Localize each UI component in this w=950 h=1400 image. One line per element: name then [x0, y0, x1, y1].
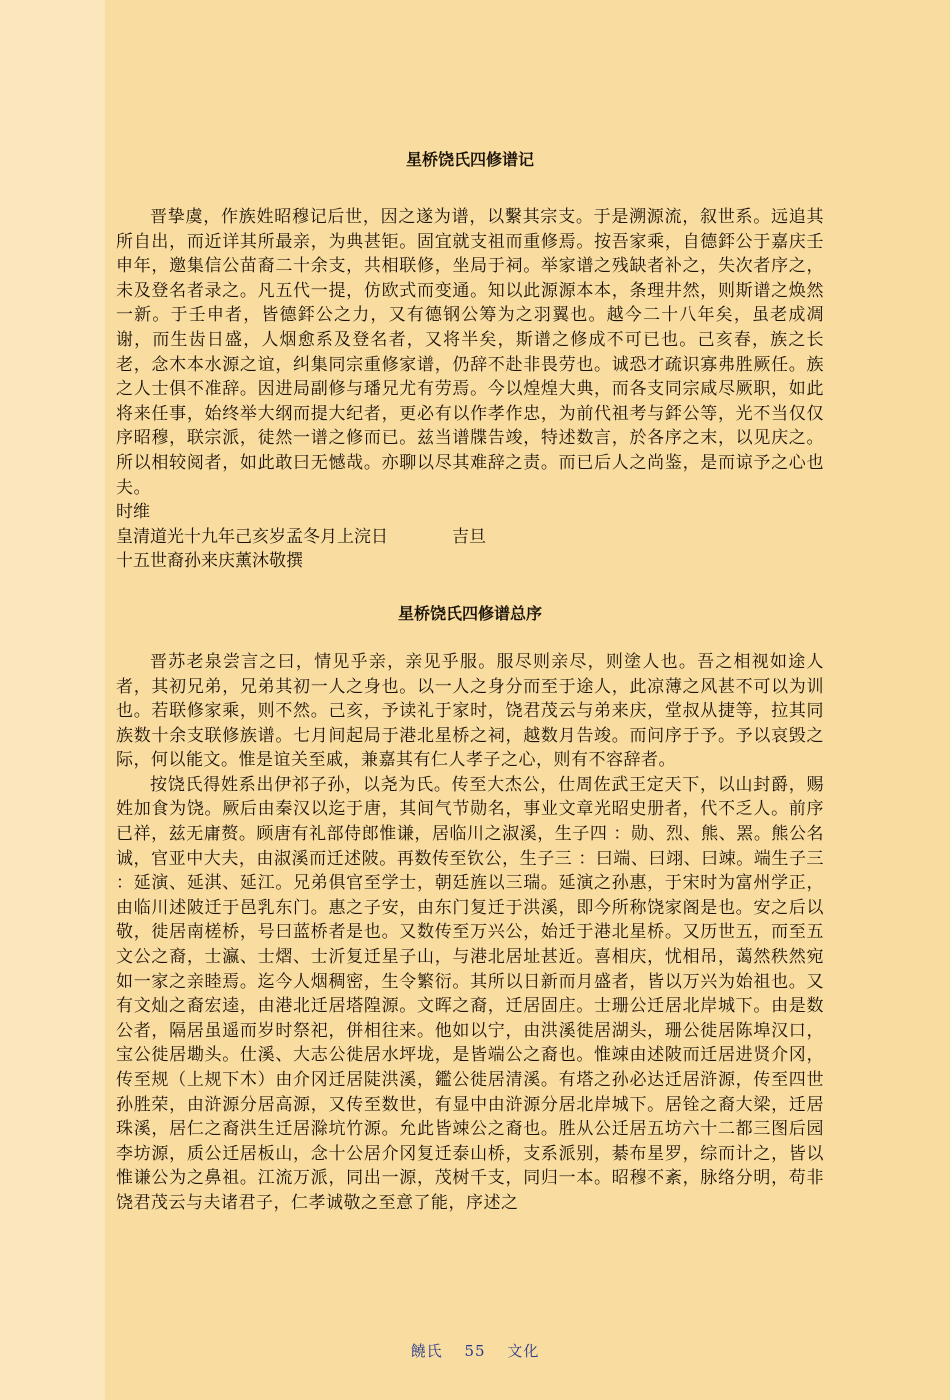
date-line: [116, 525, 824, 550]
section-title-general-preface: 星桥饶氏四修谱总序: [397, 603, 542, 623]
page-footer: [0, 1340, 950, 1361]
document-body: [116, 148, 824, 1216]
time-label: 时维: [116, 502, 150, 523]
general-preface-paragraph-1: 晋苏老泉尝言之曰，情见乎亲，亲见乎服。服尽则亲尽，则塗人也。吾之相视如途人者，其初兄弟，兄弟其初一人之身也。以一人之身分而至于途人，此凉薄之风甚不可以为训也。若联修家乘，则不然。己亥，予读礼于家时，饶君茂云与弟来庆，堂叔从捷等，拉其同族数十余支联修族谱。七月间起局于港北星桥之祠，越数月告竣。而问序于予。予以哀毁之际，何以能文。惟是谊关至戚，兼嘉其有仁人孝子之心，则有不容辞者。: [116, 651, 824, 771]
genealogy-record-paragraph: 晋挚虞，作族姓昭穆记后世，因之遂为谱，以繫其宗支。于是溯源流，叙世系。远追其所自出，而近详其所最亲，为典甚钜。固宜就支祖而重修焉。按吾家乘，自德銔公于嘉庆壬申年，邀集信公苗裔二十余支，共相联修，坐局于祠。举家谱之残缺者补之，失次者序之，未及登名者录之。凡五代一提，仿欧式而变通。知以此源源本本，条理井然，则斯谱之焕然一新。于壬申者，皆德銔公之力，又有德钢公筹为之羽翼也。越今二十八年矣，虽老成凋谢，而生齿日盛，人烟愈系及登名者，又将半矣，斯谱之修成不可已也。己亥春，族之长老，念木本水源之谊，纠集同宗重修家谱，仍辞不赴非畏劳也。诚恐才疏识寡弗胜厥任。族之人士俱不准辞。因进局副修与璠兄尤有劳焉。今以煌煌大典，而各支同宗咸尽厥职，如此将来任事，始终举大纲而提大纪者，更必有以作孝作忠，为前代祖考与銔公等，光不当仅仅序昭穆，联宗派，徒然一谱之修而已。兹当谱牒告竣，特述数言，於各序之末，以见庆之。所以相较阅者，如此敢曰无憾哉。亦聊以尽其难辞之责。而已后人之尚鉴，是而谅予之心也夫。: [116, 207, 824, 498]
section-title-genealogy-record: 星桥饶氏四修谱记: [405, 150, 534, 169]
date-text: 皇清道光十九年己亥岁孟冬月上浣日: [116, 526, 388, 547]
author-line: 十五世裔孙来庆薰沐敬撰: [116, 551, 303, 572]
footer-left-text: 饒氏: [410, 1342, 443, 1360]
page-margin-band: [0, 0, 105, 1400]
page-number: 55: [464, 1342, 486, 1360]
footer-right-text: 文化: [507, 1342, 540, 1360]
general-preface-paragraph-2: 按饶氏得姓系出伊祁子孙，以尧为氏。传至大杰公，仕周佐武王定天下，以山封爵，赐姓加食为饶。厥后由秦汉以迄于唐，其间气节勋名，事业文章光昭史册者，代不乏人。前序已祥，兹无庸赘。顾唐有礼部侍郎惟谦，居临川之淑溪，生子四 ：勋、烈、熊、罴。熊公名诚，官亚中大夫，由淑溪而迁述陂。再数传至钦公，生子三 ：曰端、曰翊、曰竦。端生子三 ：延演、延淇、延江。兄弟俱官至学士，朝廷旌以三瑞。延演之孙惠，于宋时为富州学正，由临川述陂迁于邑乳东门。惠之子安，由东门复迁于洪溪，即今所称饶家阁是也。安之后以敬，徙居南槎桥，号曰蓝桥者是也。又数传至万兴公，始迁于港北星桥。又历世五，而至五文公之裔，士瀛、士熠、士沂复迁星子山，与港北居址甚近。喜相庆，忧相吊，蔼然秩然宛如一家之亲睦焉。迄今人烟稠密，生令繁衍。其所以日新而月盛者，皆以万兴为始祖也。又有文灿之裔宏逵，由港北迁居塔隍源。文晖之裔，迁居固庄。士珊公迁居北岸城下。由是数公者，隔居虽遥而岁时祭祀，併相往来。他如以宁，由洪溪徙居湖头，珊公徙居陈埠汉口，宝公徙居墈头。仕溪、大志公徙居水坪垅，是皆端公之裔也。惟竦由述陂而迁居进贤介冈，传至规（上规下木）由介冈迁居陡洪溪，鑑公徙居清溪。有塔之孙必达迁居浒源，传至四世孙胜荣，由浒源分居高源，又传至数世，有显中由浒源分居北岸城下。居铨之裔大梁，迁居珠溪，居仁之裔洪生迁居滁坑竹源。允此皆竦公之裔也。胜从公迁居五坊六十二都三图后园李坊源，质公迁居板山，念十公居介冈复迁泰山桥，支系派别，綦布星罗，综而计之，皆以惟谦公为之鼻祖。江流万派，同出一源，茂树千支，同归一本。昭穆不紊，脉络分明，苟非饶君茂云与夫诸君子，仁孝诚敬之至意了能，序述之: [116, 774, 824, 1213]
date-suffix: 吉旦: [452, 526, 486, 547]
